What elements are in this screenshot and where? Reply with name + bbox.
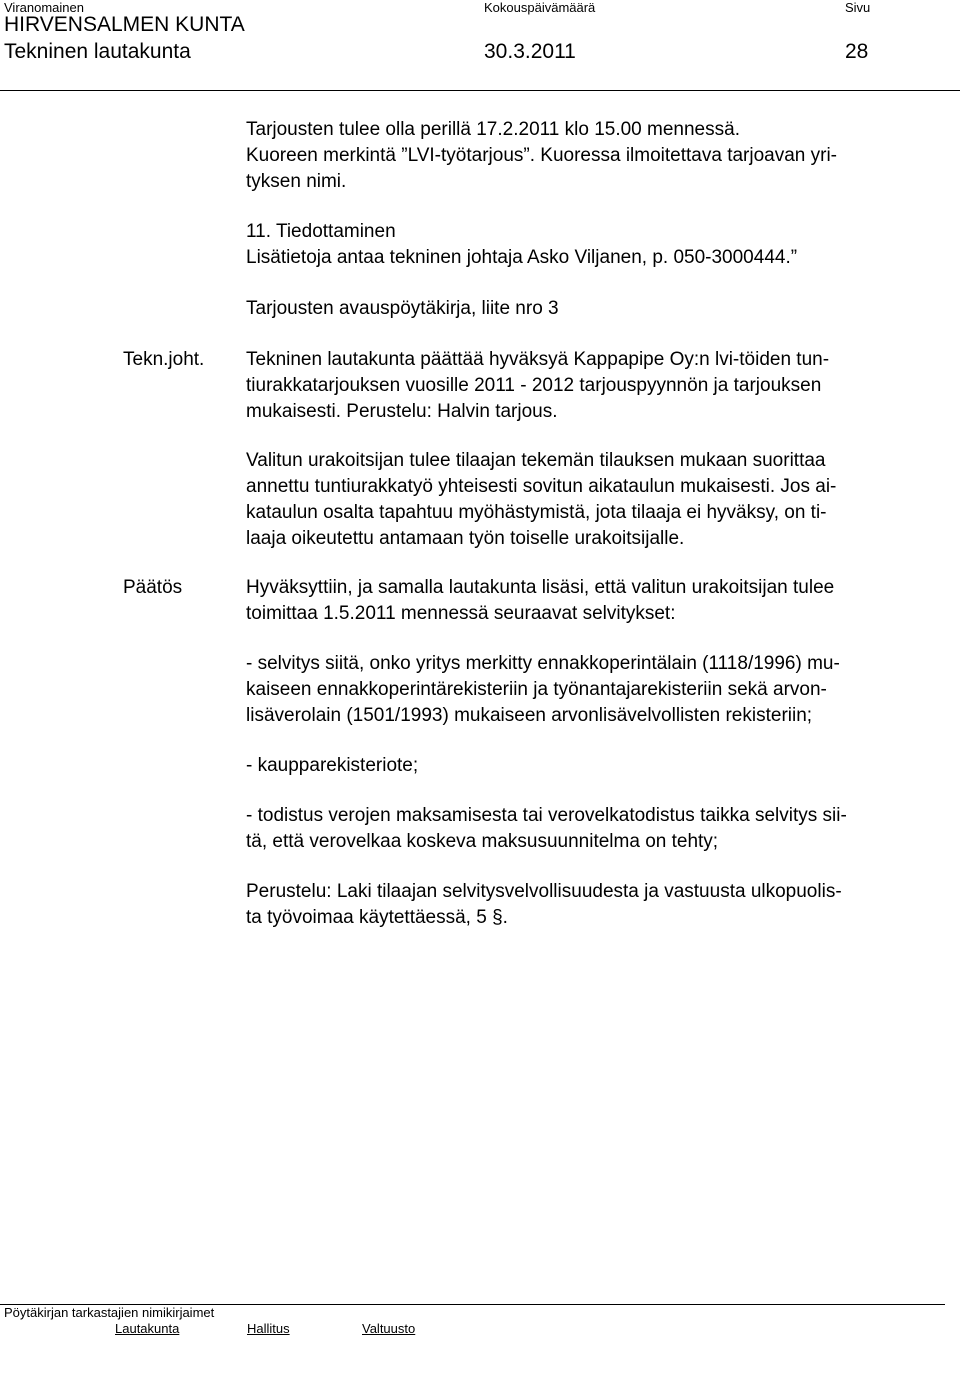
text-line: - kaupparekisteriote;	[246, 755, 419, 776]
section-11	[246, 219, 797, 271]
text-line: tyksen nimi.	[246, 171, 347, 192]
header-date: 30.3.2011	[484, 40, 576, 63]
text-line: Kuoreen merkintä ”LVI-työtarjous”. Kuoressa ilmoitettava tarjoavan yri-	[246, 145, 838, 166]
decision-paragraph	[246, 575, 834, 627]
text-line: Valitun urakoitsijan tulee tilaajan tekemän tilauksen mukaan suorittaa	[246, 450, 826, 471]
text-line: kataulun osalta tapahtuu myöhästymistä, jota tilaaja ei hyväksy, on ti-	[246, 502, 827, 523]
text-line: Hyväksyttiin, ja samalla lautakunta lisäsi, että valitun urakoitsijan tulee	[246, 577, 835, 598]
text-line: Lisätietoja antaa tekninen johtaja Asko Viljanen, p. 050-3000444.”	[246, 247, 798, 268]
text-line: ta työvoimaa käytettäessä, 5 §.	[246, 907, 508, 928]
footer-col-committee: Lautakunta	[115, 1321, 180, 1336]
legal-basis-paragraph	[246, 879, 842, 931]
attachment-reference	[246, 296, 559, 322]
text-line: toimittaa 1.5.2011 mennessä seuraavat selvitykset:	[246, 603, 676, 624]
proposal-paragraph	[246, 347, 829, 425]
header-label-page: Sivu	[845, 0, 871, 15]
text-line: Tarjousten tulee olla perillä 17.2.2011 klo 15.00 mennessä.	[246, 119, 740, 140]
text-line: laaja oikeutettu antamaan työn toiselle urakoitsijalle.	[246, 528, 685, 549]
text-line: tä, että verovelkaa koskeva maksusuunnitelma on tehty;	[246, 831, 719, 852]
footer-rule	[0, 1304, 945, 1305]
header-label-authority: Viranomainen	[4, 0, 84, 15]
proposal-margin-label: Tekn.joht.	[123, 349, 205, 370]
text-line: Perustelu: Laki tilaajan selvitysvelvollisuudesta ja vastuusta ulkopuolis-	[246, 881, 842, 902]
header-page-number: 28	[845, 40, 869, 63]
text-line: Tekninen lautakunta päättää hyväksyä Kappapipe Oy:n lvi-töiden tun-	[246, 349, 830, 370]
text-line: lisäverolain (1501/1993) mukaiseen arvonlisävelvollisten rekisteriin;	[246, 705, 813, 726]
requirement-item-2	[246, 753, 418, 779]
text-line: - selvitys siitä, onko yritys merkitty ennakkoperintälain (1118/1996) mu-	[246, 653, 840, 674]
contractor-paragraph	[246, 448, 836, 552]
text-line: Tarjousten avauspöytäkirja, liite nro 3	[246, 298, 559, 319]
header-rule	[0, 90, 960, 91]
decision-margin-label: Päätös	[123, 577, 183, 598]
footer-col-board: Hallitus	[247, 1321, 290, 1336]
header-committee: Tekninen lautakunta	[4, 40, 191, 63]
text-line: annettu tuntiurakkatyö yhteisesti sovitun aikataulun mukaisesti. Jos ai-	[246, 476, 837, 497]
text-line: tiurakkatarjouksen vuosille 2011 - 2012 tarjouspyynnön ja tarjouksen	[246, 375, 822, 396]
text-line: - todistus verojen maksamisesta tai verovelkatodistus taikka selvitys sii-	[246, 805, 847, 826]
text-line: 11. Tiedottaminen	[246, 221, 396, 242]
header-label-date: Kokouspäivämäärä	[484, 0, 596, 15]
footer-title: Pöytäkirjan tarkastajien nimikirjaimet	[4, 1305, 215, 1320]
header-organization: HIRVENSALMEN KUNTA	[4, 13, 245, 36]
requirement-item-3	[246, 803, 847, 855]
footer-col-council: Valtuusto	[362, 1321, 416, 1336]
requirement-item-1	[246, 651, 840, 729]
intro-paragraph	[246, 117, 837, 195]
text-line: mukaisesti. Perustelu: Halvin tarjous.	[246, 401, 558, 422]
text-line: kaiseen ennakkoperintärekisteriin ja työnantajarekisteriin sekä arvon-	[246, 679, 827, 700]
